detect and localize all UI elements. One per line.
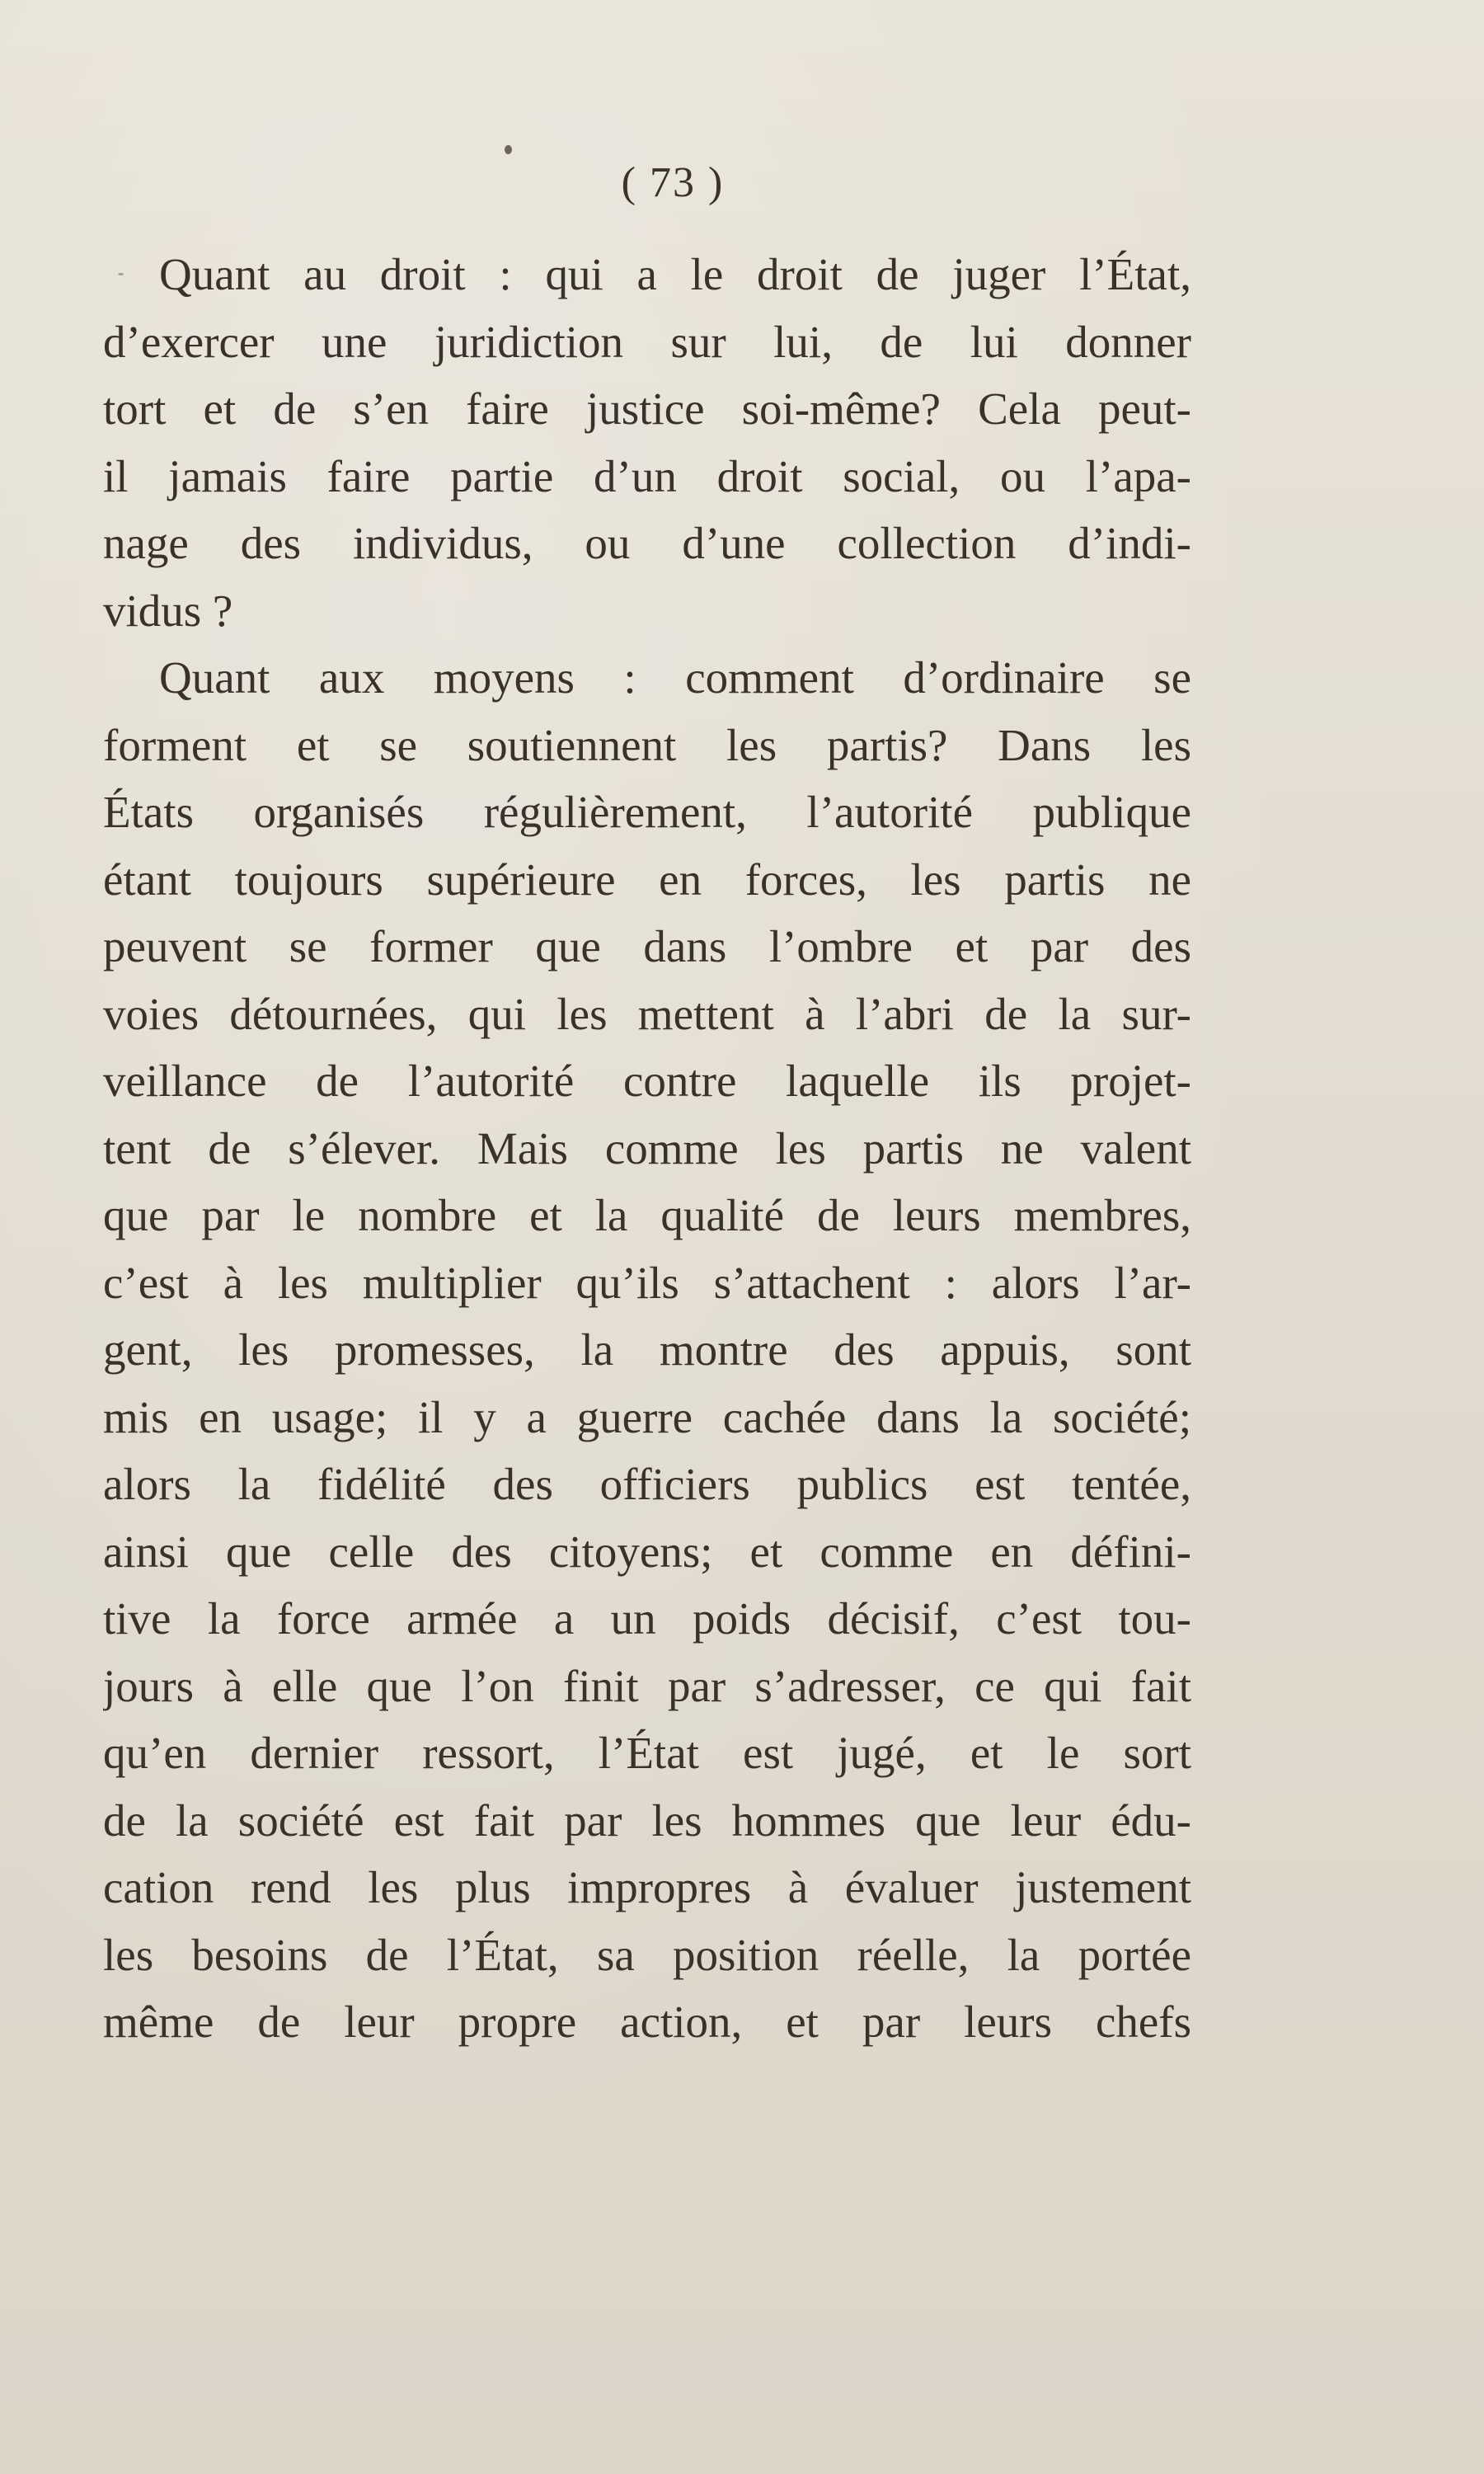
text-line: cation rend les plus impropres à évaluer justement	[103, 1862, 1191, 1912]
text-line: les besoins de l’État, sa position réelle, la portée	[103, 1929, 1191, 1980]
text-line: Quant aux moyens : comment d’ordinaire se	[159, 652, 1191, 703]
text-line: d’exercer une juridiction sur lui, de lui donner	[103, 316, 1191, 367]
text-line: il jamais faire partie d’un droit social, ou l’apa-	[103, 450, 1191, 501]
page-number: ( 73 )	[621, 159, 725, 206]
text-line: États organisés régulièrement, l’autorité publique	[103, 787, 1191, 837]
text-line: de la société est fait par les hommes que leur édu-	[103, 1794, 1191, 1846]
text-line: alors la fidélité des officiers publics est tentée,	[103, 1459, 1191, 1509]
text-line: tive la force armée a un poids décisif, c’est tou-	[103, 1593, 1191, 1644]
text-line: qu’en dernier ressort, l’État est jugé, et le sort	[103, 1728, 1191, 1778]
text-line: veillance de l’autorité contre laquelle ils projet-	[103, 1056, 1191, 1106]
text-line: Quant au droit : qui a le droit de juger l’État,	[159, 249, 1191, 299]
text-line: tort et de s’en faire justice soi-même? Cela peut-	[103, 383, 1191, 434]
text-line: c’est à les multiplier qu’ils s’attachent : alors l’ar-	[103, 1257, 1191, 1308]
text-line: gent, les promesses, la montre des appuis, sont	[103, 1324, 1191, 1375]
text-line: étant toujours supérieure en forces, les partis ne	[103, 854, 1191, 905]
text-line: tent de s’élever. Mais comme les partis ne valent	[103, 1122, 1191, 1174]
body-text	[103, 241, 1191, 2056]
text-line: que par le nombre et la qualité de leurs membres,	[103, 1190, 1191, 1240]
text-line: forment et se soutiennent les partis? Dans les	[103, 719, 1191, 770]
text-line: voies détournées, qui les mettent à l’abri de la sur-	[103, 988, 1191, 1039]
text-line: vidus ?	[103, 585, 233, 636]
text-line: même de leur propre action, et par leurs chefs	[103, 1997, 1191, 2047]
text-line: peuvent se former que dans l’ombre et par des	[103, 921, 1191, 971]
text-line: jours à elle que l’on finit par s’adresser, ce qui fait	[103, 1660, 1191, 1711]
text-line: ainsi que celle des citoyens; et comme en défini-	[103, 1526, 1191, 1577]
text-line: nage des individus, ou d’une collection d’indi-	[103, 518, 1191, 568]
ink-speck	[505, 145, 512, 154]
text-line: mis en usage; il y a guerre cachée dans la société;	[103, 1391, 1191, 1442]
